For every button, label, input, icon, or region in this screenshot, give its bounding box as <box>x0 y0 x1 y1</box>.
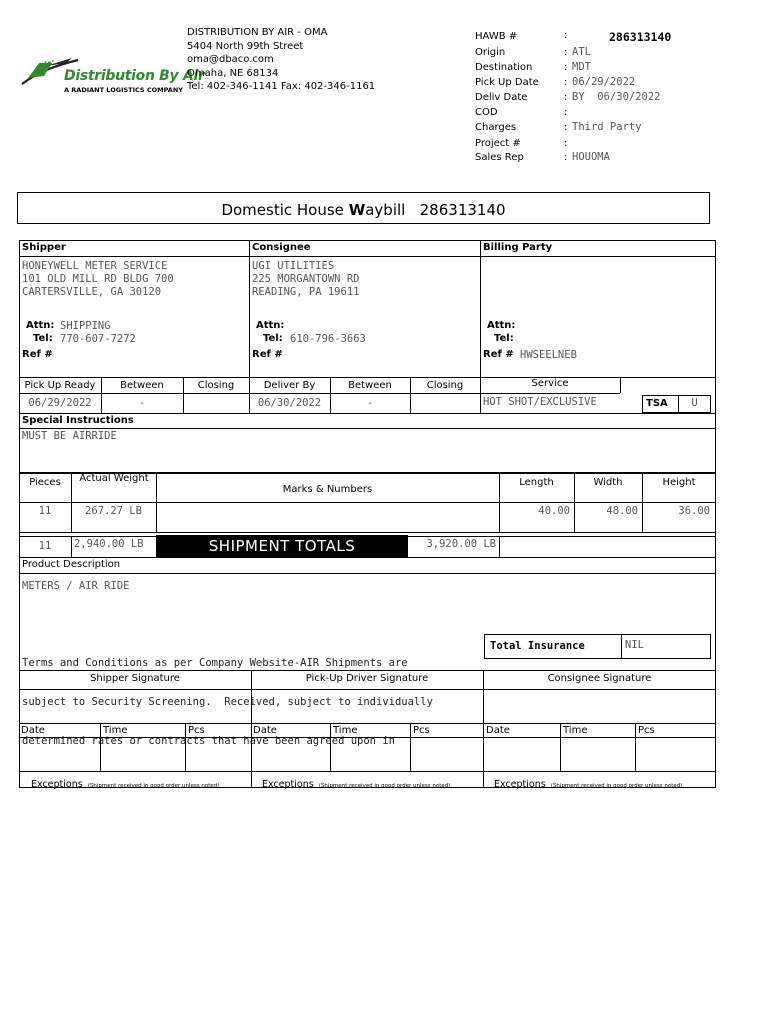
deliver-by-value: 06/30/2022 <box>257 397 322 409</box>
waybill-title: Domestic House Waybill 286313140 <box>221 201 506 219</box>
shipper-signature-title: Shipper Signature <box>90 673 180 684</box>
company-address <box>187 26 375 94</box>
shipper-exceptions: Exceptions (Shipment received in good order unless noted) <box>31 779 220 790</box>
hdr-between-2: Between <box>348 380 392 391</box>
service-value: HOT SHOT/EXCLUSIVE <box>483 396 597 408</box>
shipper-pcs-label: Pcs <box>188 725 205 736</box>
billing-header: Billing Party <box>483 242 553 253</box>
between-1-value: - <box>138 397 146 409</box>
consignee-time-label: Time <box>563 725 588 736</box>
item-height: 36.00 <box>678 505 710 517</box>
insurance-value: NIL <box>625 639 644 651</box>
consignee-signature-field[interactable] <box>484 690 715 722</box>
company-name: DISTRIBUTION BY AIR - OMA <box>187 27 328 38</box>
hdr-height: Height <box>662 477 696 488</box>
header-field-charges: Charges : Third Party <box>475 121 642 133</box>
driver-date-label: Date <box>253 725 277 736</box>
hdr-actual-weight: Actual Weight <box>79 473 149 484</box>
header-field-project: Project # : <box>475 138 568 149</box>
shipper-tel: 770-607-7272 <box>60 333 136 345</box>
hdr-closing-1: Closing <box>197 380 235 391</box>
shipper-time-label: Time <box>103 725 128 736</box>
consignee-signature-title: Consignee Signature <box>547 673 652 684</box>
waybill-title-box <box>17 192 710 224</box>
company-email: oma@dbaco.com <box>187 54 274 65</box>
header-field-sales-rep: Sales Rep : HOUOMA <box>475 151 610 163</box>
shipper-address: HONEYWELL METER SERVICE 101 OLD MILL RD BLDG 700 CARTERSVILLE, GA 30120 <box>22 260 174 298</box>
logo-subtitle: A RADIANT LOGISTICS COMPANY <box>64 86 183 94</box>
hdr-width: Width <box>593 477 623 488</box>
driver-exceptions: Exceptions (Shipment received in good order unless noted) <box>262 779 451 790</box>
company-phones: Tel: 402-346-1141 Fax: 402-346-1161 <box>187 81 376 92</box>
header-field-pickup-date: Pick Up Date : 06/29/2022 <box>475 76 636 88</box>
item-length: 40.00 <box>538 505 570 517</box>
header-field-hawb: HAWB # : 286313140 <box>475 30 672 44</box>
billing-ref: HWSEELNEB <box>520 349 577 361</box>
consignee-date-label: Date <box>486 725 510 736</box>
total-pieces: 11 <box>38 540 52 552</box>
driver-time-label: Time <box>333 725 358 736</box>
product-description-value: METERS / AIR RIDE <box>22 580 130 592</box>
item-width: 48.00 <box>606 505 638 517</box>
header-field-deliv-date: Deliv Date : BY 06/30/2022 <box>475 91 661 103</box>
header-field-cod: COD : <box>475 107 568 118</box>
between-2-value: - <box>366 397 374 409</box>
hawb-number: 286313140 <box>609 30 672 44</box>
special-instructions-label: Special Instructions <box>22 415 134 426</box>
hdr-service: Service <box>531 378 569 389</box>
header-fields <box>475 30 755 166</box>
special-instructions-value: MUST BE AIRRIDE <box>22 430 117 442</box>
company-city: Omaha, NE 68134 <box>187 67 279 79</box>
header-field-origin: Origin : ATL <box>475 46 591 58</box>
shipper-attn: SHIPPING <box>60 320 111 332</box>
total-weight: 2,940.00 LB <box>74 538 144 550</box>
driver-signature-title: Pick-Up Driver Signature <box>305 673 429 684</box>
consignee-tel: 610-796-3663 <box>290 333 366 345</box>
pickup-ready-value: 06/29/2022 <box>28 397 92 409</box>
company-street: 5404 North 99th Street <box>187 40 304 52</box>
hdr-deliver-by: Deliver By <box>263 380 316 391</box>
terms-text: Terms and Conditions as per Company Website-AIR Shipments are subject to Security Screening. Received, subject to individually determined rates or contracts that have been agreed upon in <box>22 657 433 747</box>
item-weight: 267.27 LB <box>85 505 142 517</box>
logo-text: Distribution By Air <box>64 68 205 84</box>
header-field-destination: Destination : MDT <box>475 61 591 73</box>
logo-mark: DBA <box>32 56 54 66</box>
hdr-closing-2: Closing <box>426 380 464 391</box>
shipper-header: Shipper <box>22 242 66 253</box>
shipper-signature-field[interactable] <box>20 690 250 722</box>
hdr-marks-numbers: Marks & Numbers <box>282 484 373 495</box>
consignee-address: UGI UTILITIES 225 MORGANTOWN RD READING, PA 19611 <box>252 260 360 298</box>
product-description-label: Product Description <box>22 559 121 570</box>
item-pieces: 11 <box>38 505 52 517</box>
hdr-length: Length <box>519 477 554 488</box>
driver-pcs-label: Pcs <box>413 725 430 736</box>
consignee-exceptions: Exceptions (Shipment received in good order unless noted) <box>494 779 683 790</box>
driver-signature-field[interactable] <box>252 690 482 722</box>
hdr-between-1: Between <box>120 380 164 391</box>
tsa-label: TSA <box>646 398 668 409</box>
total-dim-weight: 3,920.00 LB <box>426 538 496 550</box>
hdr-pieces: Pieces <box>29 477 61 488</box>
consignee-pcs-label: Pcs <box>638 725 655 736</box>
shipment-totals-label: SHIPMENT TOTALS <box>208 537 356 555</box>
company-logo <box>20 52 205 98</box>
waybill-number: 286313140 <box>419 201 506 219</box>
insurance-label: Total Insurance <box>490 640 585 652</box>
hdr-pickup-ready: Pick Up Ready <box>24 380 96 391</box>
tsa-value: U <box>691 397 698 409</box>
shipment-totals-banner <box>156 535 408 557</box>
shipper-date-label: Date <box>21 725 45 736</box>
consignee-header: Consignee <box>252 242 311 253</box>
